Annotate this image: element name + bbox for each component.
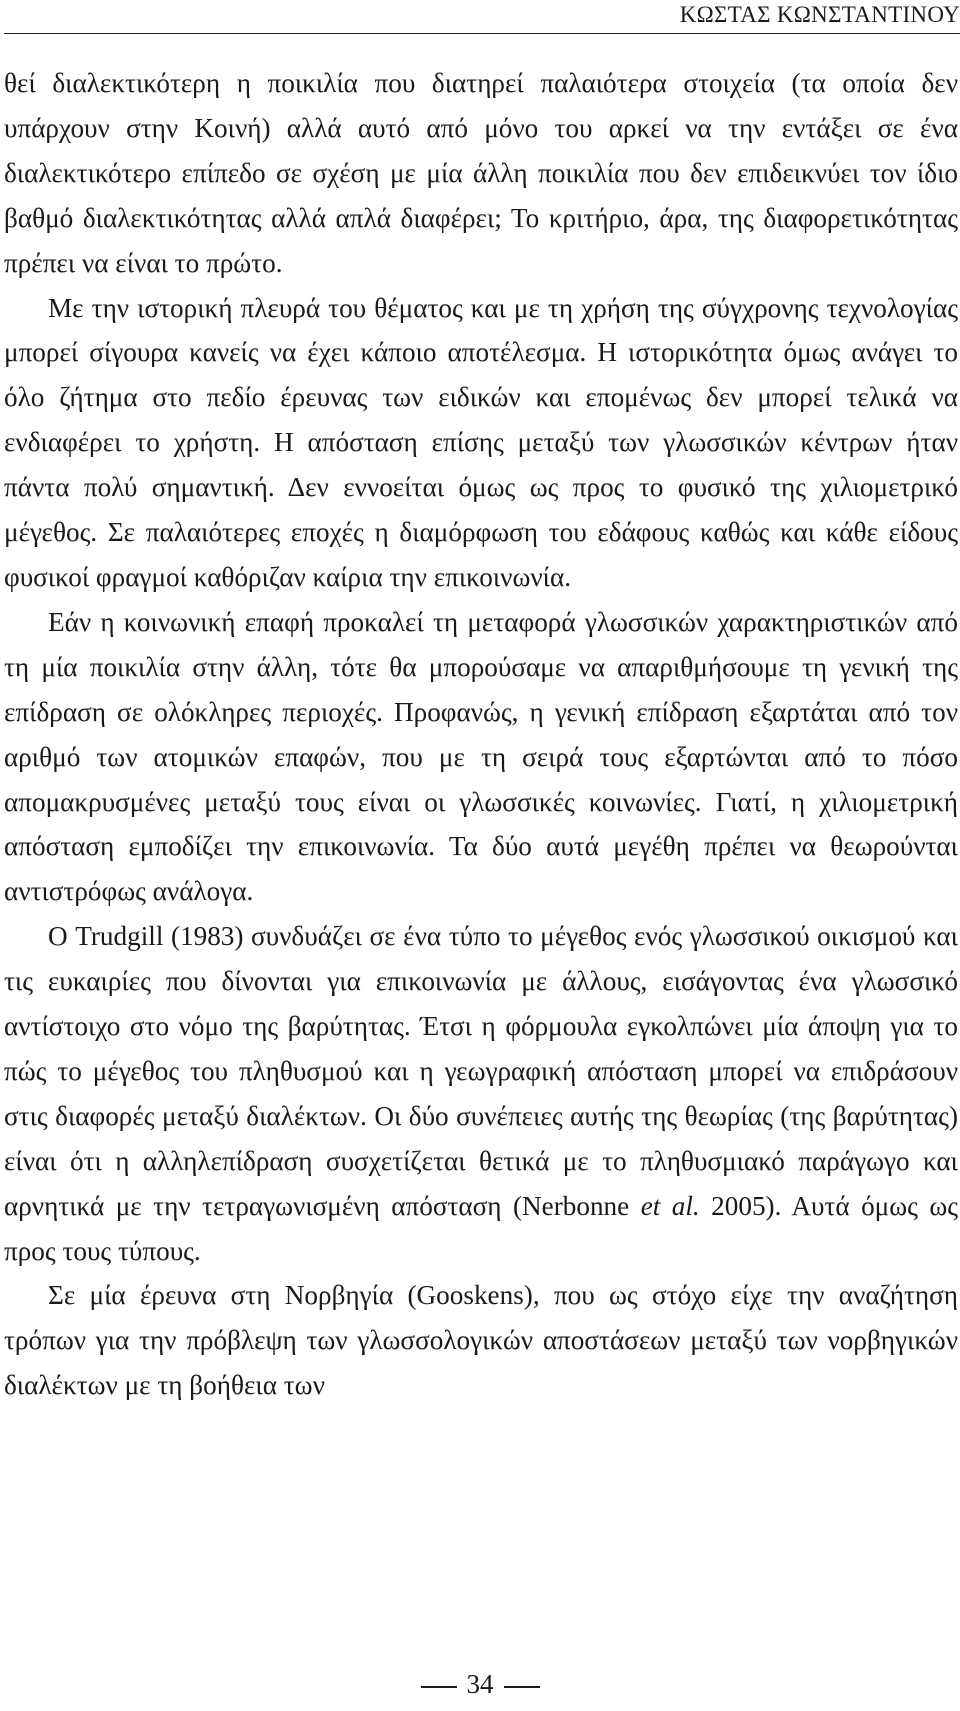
folio-dash-right (504, 1686, 540, 1688)
paragraph-4 (4, 914, 958, 1273)
paragraph-1: θεί διαλεκτικότερη η ποικιλία που διατηρεί παλαιότερα στοιχεία (τα οποία δεν υπάρχουν στην Κοινή) αλλά αυτό από μόνο του αρκεί να την εντάξει σε ένα διαλεκτικότερο επίπεδο σε σχέση με μία άλλη ποικιλία που δεν επιδεικνύει τον ίδιο βαθμό διαλεκτικότητας αλλά απλά διαφέρει; Το κριτήριο, άρα, της διαφορετικότητας πρέπει να είναι το πρώτο. (4, 68, 958, 278)
page-number: 34 (466, 1669, 494, 1699)
et-al-italic: et al. (640, 1190, 700, 1221)
page-number-footer (0, 1668, 960, 1700)
running-head: ΚΩΣΤΑΣ ΚΩΝΣΤΑΝΤΙΝΟΥ (679, 2, 960, 27)
paragraph-2: Με την ιστορική πλευρά του θέματος και με τη χρήση της σύγχρονης τεχνολογίας μπορεί σίγουρα κανείς να έχει κάποιο αποτέλεσμα. Η ιστορικότητα όμως ανάγει το όλο ζήτημα στο πεδίο έρευνας των ειδικών και επομένως δεν μπορεί τελικά να ενδιαφέρει το χρήστη. Η απόσταση επίσης μεταξύ των γλωσσικών κέντρων ήταν πάντα πολύ σημαντική. Δεν εννοείται όμως ως προς το φυσικό της χιλιομετρικό μέγεθος. Σε παλαιότερες εποχές η διαμόρφωση του εδάφους καθώς και κάθε είδους φυσικοί φραγμοί καθόριζαν καίρια την επικοινωνία. (4, 292, 958, 592)
paragraph-4-tail: 2005). Αυτά όμως ως προς τους τύπους. (4, 1190, 959, 1266)
paragraph-3: Εάν η κοινωνική επαφή προκαλεί τη μεταφορά γλωσσικών χαρακτηριστικών από τη μία ποικιλία στην άλλη, τότε θα μπορούσαμε να απαριθμήσουμε τη γενική της επίδραση σε ολόκληρες περιοχές. Προφανώς, η γενική επίδραση εξαρτάται από τον αριθμό των ατομικών επαφών, που με τη σειρά τους εξαρτώνται από το πόσο απομακρυσμένες μεταξύ τους είναι οι γλωσσικές κοινωνίες. Γιατί, η χιλιομετρική απόσταση εμποδίζει την επικοινωνία. Τα δύο αυτά μεγέθη πρέπει να θεωρούνται αντιστρόφως ανάλογα. (4, 606, 958, 907)
body-text (4, 61, 958, 1408)
paragraph-5: Σε μία έρευνα στη Νορβηγία (Gooskens), που ως στόχο είχε την αναζήτηση τρόπων για την πρόβλεψη των γλωσσολογικών αποστάσεων μεταξύ των νορβηγικών διαλέκτων με τη βοήθεια των (4, 1280, 958, 1401)
header-rule (4, 33, 960, 34)
paragraph-4-text: Ο Trudgill (1983) συνδυάζει σε ένα τύπο το μέγεθος ενός γλωσσικού οικισμού και τις ευκαιρίες που δίνονται για επικοινωνία με άλλους, εισάγοντας ένα γλωσσικό αντίστοιχο στο νόμο της βαρύτητας. Έτσι η φόρμουλα εγκολπώνει μία άποψη για το πώς το μέγεθος του πληθυσμού και η γεωγραφική απόσταση μπορεί να επιδράσουν στις διαφορές μεταξύ διαλέκτων. Οι δύο συνέπειες αυτής της θεωρίας (της βαρύτητας) είναι ότι η αλληλεπίδραση συσχετίζεται θετικά με το πληθυσμιακό παράγωγο και αρνητικά με την τετραγωνισμένη απόσταση (Nerbonne (4, 921, 958, 1221)
folio-dash-left (421, 1686, 457, 1688)
